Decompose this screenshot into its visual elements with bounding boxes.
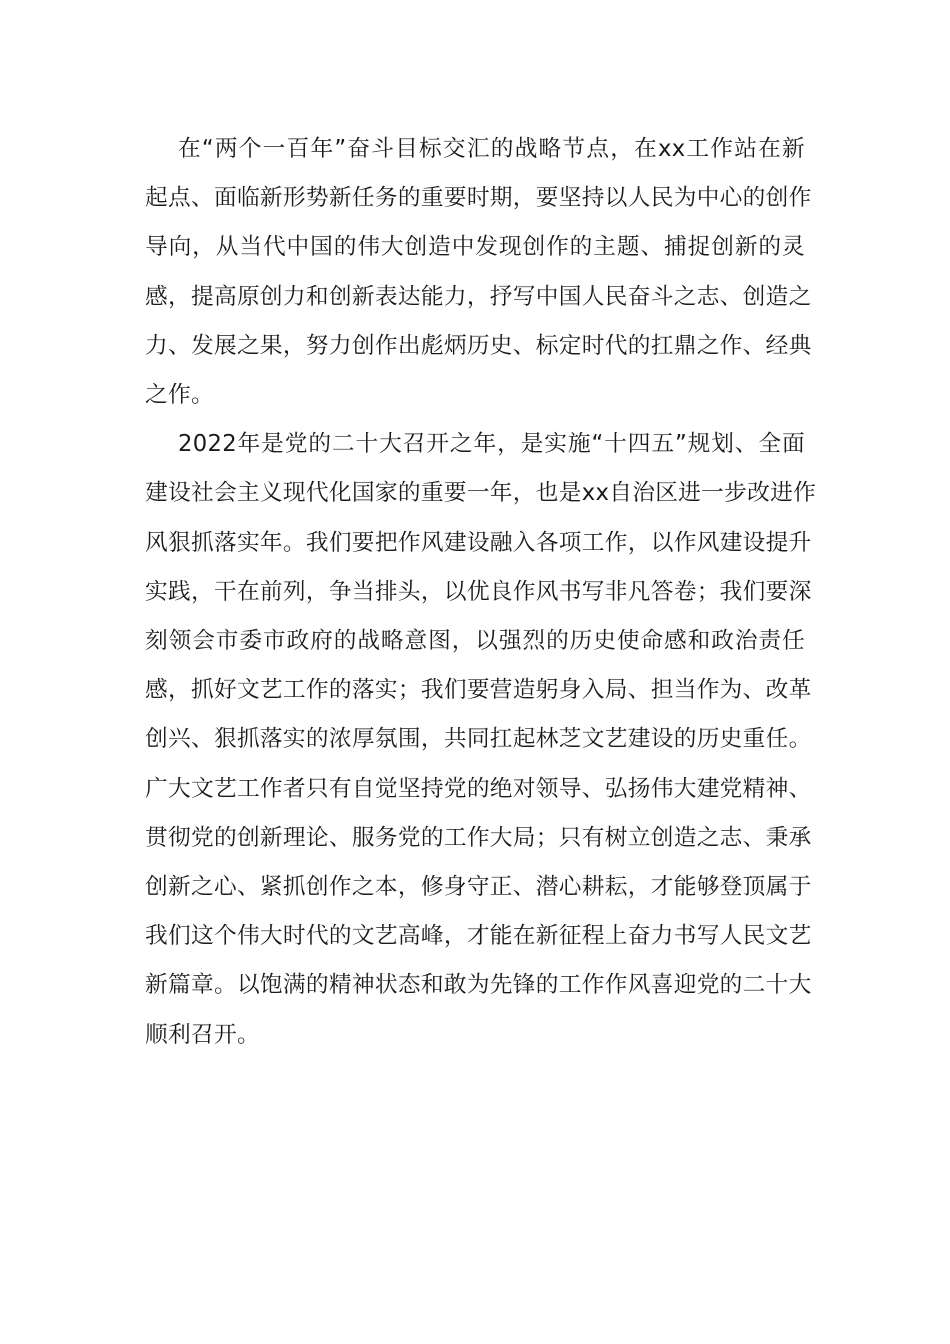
paragraph-1 bbox=[145, 125, 812, 420]
paragraph-line: 导向，从当代中国的伟大创造中发现创作的主题、捕捉创新的灵 bbox=[145, 234, 805, 261]
paragraph-line: 创兴、狠抓落实的浓厚氛围，共同扛起林芝文艺建设的历史重任。 bbox=[145, 726, 812, 753]
paragraph-line: 力、发展之果，努力创作出彪炳历史、标定时代的扛鼎之作、经典 bbox=[145, 332, 812, 359]
paragraph-line: 贯彻党的创新理论、服务党的工作大局；只有树立创造之志、秉承 bbox=[145, 824, 812, 851]
paragraph-line: 新篇章。以饱满的精神状态和敢为先锋的工作作风喜迎党的二十大 bbox=[145, 972, 812, 999]
paragraph-line: 感，抓好文艺工作的落实；我们要营造躬身入局、担当作为、改革 bbox=[145, 677, 812, 704]
paragraph-line: 实践，干在前列，争当排头，以优良作风书写非凡答卷；我们要深 bbox=[145, 578, 812, 605]
paragraph-line: 建设社会主义现代化国家的重要一年，也是xx自治区进一步改进作 bbox=[145, 480, 817, 507]
paragraph-line: 感，提高原创力和创新表达能力，抒写中国人民奋斗之志、创造之 bbox=[145, 283, 812, 310]
document-body bbox=[145, 125, 817, 1060]
paragraph-line: 2022年是党的二十大召开之年，是实施“十四五”规划、全面 bbox=[178, 431, 805, 458]
paragraph-2 bbox=[145, 420, 817, 1060]
paragraph-line: 顺利召开。 bbox=[145, 1021, 260, 1048]
paragraph-line: 刻领会市委市政府的战略意图，以强烈的历史使命感和政治责任 bbox=[145, 628, 805, 655]
paragraph-line: 我们这个伟大时代的文艺高峰，才能在新征程上奋力书写人民文艺 bbox=[145, 923, 812, 950]
paragraph-line: 之作。 bbox=[145, 382, 214, 409]
paragraph-line: 风狠抓落实年。我们要把作风建设融入各项工作，以作风建设提升 bbox=[145, 529, 812, 556]
paragraph-line: 起点、面临新形势新任务的重要时期，要坚持以人民为中心的创作 bbox=[145, 185, 812, 212]
paragraph-line: 创新之心、紧抓创作之本，修身守正、潜心耕耘，才能够登顶属于 bbox=[145, 874, 812, 901]
paragraph-line: 在“两个一百年”奋斗目标交汇的战略节点，在xx工作站在新 bbox=[178, 136, 805, 162]
paragraph-line: 广大文艺工作者只有自觉坚持党的绝对领导、弘扬伟大建党精神、 bbox=[145, 775, 812, 802]
